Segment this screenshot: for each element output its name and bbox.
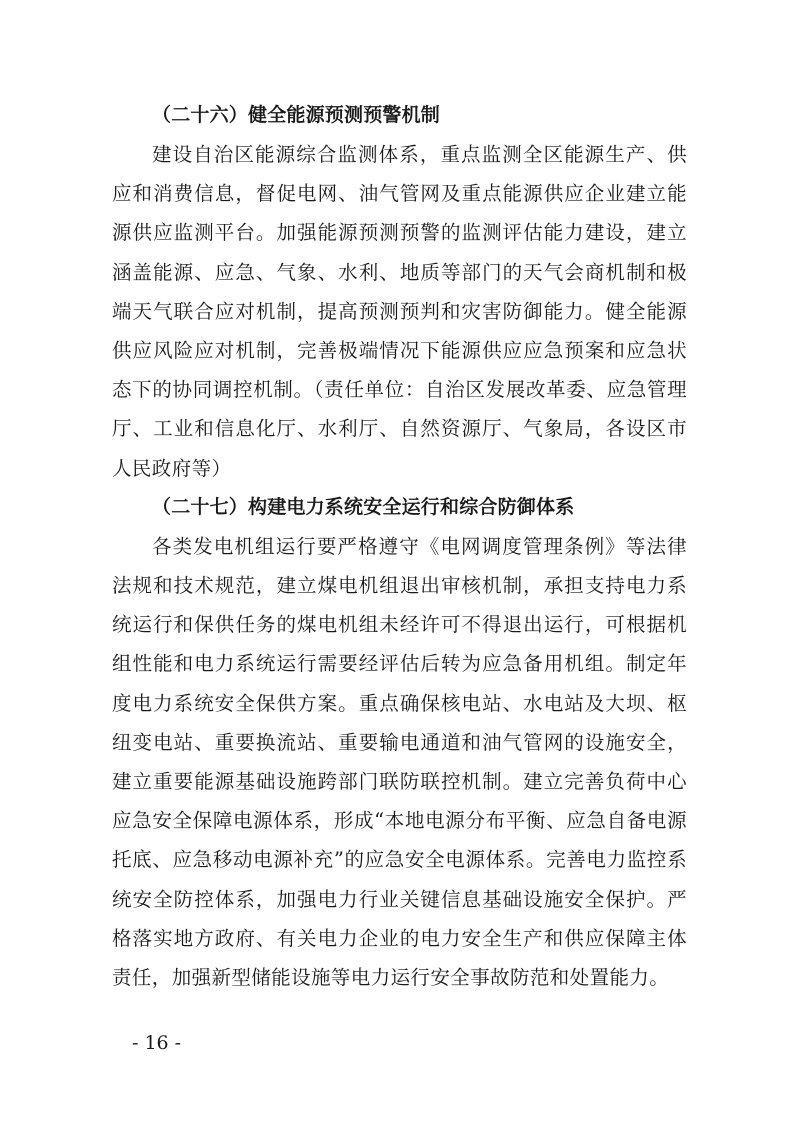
section-body-26: 建设自治区能源综合监测体系，重点监测全区能源生产、供应和消费信息，督促电网、油气管网及重点能源供应企业建立能源供应监测平台。加强能源预测预警的监测评估能力建设，建立涵盖能源、应急、气象、水利、地质等部门的天气会商机制和极端天气联合应对机制，提高预测预判和灾害防御能力。健全能源供应风险应对机制，完善极端情况下能源供应应急预案和应急状态下的协同调控机制。（责任单位：自治区发展改革委、应急管理厅、工业和信息化厅、水利厅、自然资源厅、气象局，各设区市人民政府等） (112, 143, 687, 480)
section-body-27: 各类发电机组运行要严格遵守《电网调度管理条例》等法律法规和技术规范，建立煤电机组退出审核机制，承担支持电力系统运行和保供任务的煤电机组未经许可不得退出运行，可根据机组性能和电力系统运行需要经评估后转为应急备用机组。制定年度电力系统安全保供方案。重点确保核电站、水电站及大坝、枢纽变电站、重要换流站、重要输电通道和油气管网的设施安全，建立重要能源基础设施跨部门联防联控机制。建立完善负荷中心应急安全保障电源体系，形成“本地电源分布平衡、应急自备电源托底、应急移动电源补充”的应急安全电源体系。完善电力监控系统安全防控体系，加强电力行业关键信息基础设施安全保护。严格落实地方政府、有关电力企业的电力安全生产和供应保障主体责任，加强新型储能设施等电力运行安全事故防范和处置能力。 (112, 534, 687, 990)
page-number: - 16 - (132, 1032, 182, 1054)
section-heading-27: （二十七）构建电力系统安全运行和综合防御体系 (152, 495, 575, 518)
page-content (112, 96, 687, 997)
section-heading-26: （二十六）健全能源预测预警机制 (152, 104, 441, 126)
